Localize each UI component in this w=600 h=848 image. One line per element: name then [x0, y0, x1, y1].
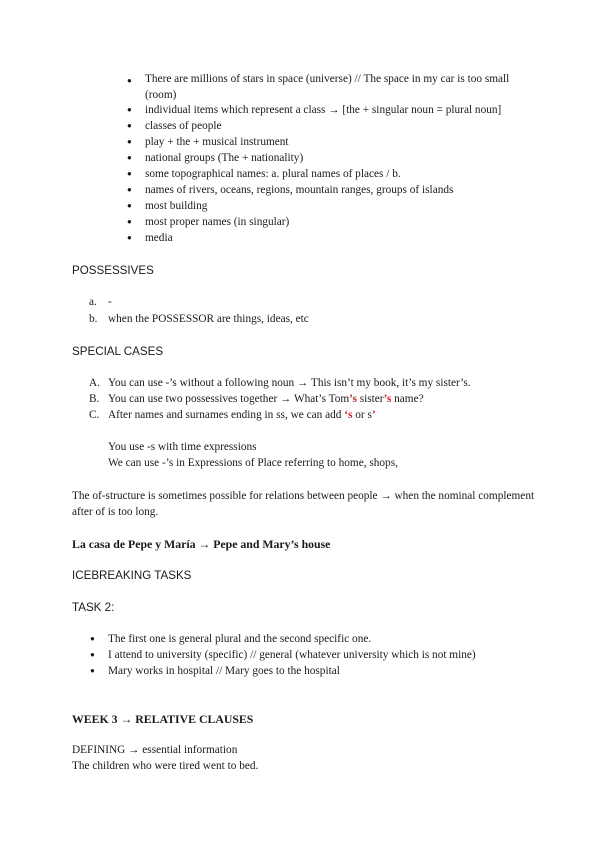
list-item: ● There are millions of stars in space (universe) // The space in my car is too small (room)	[145, 72, 525, 103]
highlight-text: ’s	[349, 393, 357, 405]
note-line: You use -s with time expressions	[108, 441, 257, 453]
list-item: -	[108, 296, 112, 308]
list-marker: b.	[89, 313, 98, 325]
list-item	[108, 393, 424, 405]
note-line: We can use -’s in Expressions of Place referring to home, shops,	[108, 457, 398, 469]
section-heading-icebreaking: ICEBREAKING TASKS	[72, 569, 192, 582]
list-item: ● play + the + musical instrument	[145, 136, 289, 148]
paragraph: The of-structure is sometimes possible for relations between people → when the nominal complement after of is too long.	[72, 490, 535, 518]
list-marker: B.	[89, 393, 100, 405]
text-segment: You can use two possessives together → What’s Tom	[108, 393, 350, 405]
bold-example: La casa de Pepe y María → Pepe and Mary’s house	[72, 537, 331, 551]
list-item: ● classes of people	[145, 120, 222, 132]
list-item	[108, 409, 376, 421]
section-heading-week3: WEEK 3 → RELATIVE CLAUSES	[72, 712, 254, 726]
section-heading-possessives: POSSESSIVES	[72, 264, 154, 277]
text-segment: sister	[356, 393, 384, 405]
list-item: ● individual items which represent a class → [the + singular noun = plural noun]	[145, 104, 501, 116]
list-item: ● some topographical names: a. plural names of places / b.	[145, 168, 401, 180]
text-segment: After names and surnames ending in ss, we can add	[108, 409, 345, 421]
list-marker: a.	[89, 296, 97, 308]
list-item: ● The first one is general plural and the second specific one.	[108, 633, 371, 645]
list-item: ● media	[145, 232, 173, 244]
highlight-text: ‘s	[344, 409, 353, 421]
text-segment: or s	[352, 409, 372, 421]
section-heading-special-cases: SPECIAL CASES	[72, 345, 164, 358]
list-marker: A.	[89, 377, 100, 389]
defining-line: DEFINING → essential information	[72, 744, 238, 756]
list-item: ● names of rivers, oceans, regions, mountain ranges, groups of islands	[145, 184, 453, 196]
list-item: ● most building	[145, 200, 207, 212]
list-marker: C.	[89, 409, 100, 421]
list-item: ● national groups (The + nationality)	[145, 152, 303, 164]
list-item: You can use -’s without a following noun → This isn’t my book, it’s my sister’s.	[108, 377, 471, 389]
highlight-text: ’	[371, 409, 376, 421]
section-heading-task2: TASK 2:	[72, 601, 115, 614]
highlight-text: ’s	[383, 393, 392, 405]
list-item: when the POSSESSOR are things, ideas, etc	[108, 313, 309, 325]
list-item: ● I attend to university (specific) // general (whatever university which is not mine)	[108, 649, 476, 661]
list-item: ● Mary works in hospital // Mary goes to the hospital	[108, 665, 340, 677]
text-segment: name?	[391, 393, 424, 405]
defining-example: The children who were tired went to bed.	[72, 760, 259, 772]
list-item: ● most proper names (in singular)	[145, 216, 289, 228]
